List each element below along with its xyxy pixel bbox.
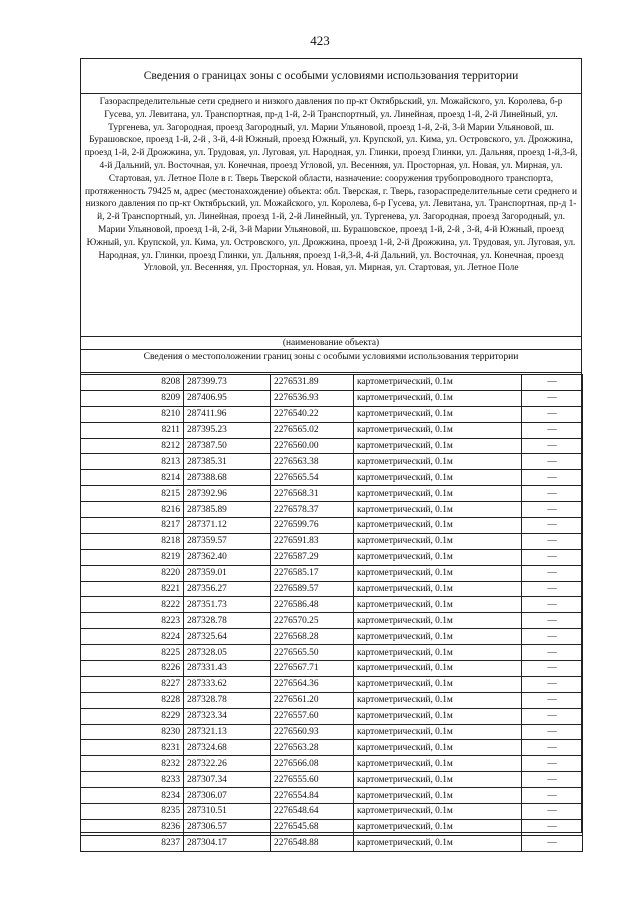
measurement-method: картометрический, 0.1м [354,375,522,391]
coord-y: 2276554.84 [271,788,354,804]
coord-y: 2276565.50 [271,645,354,661]
coord-y: 2276555.60 [271,772,354,788]
point-number: 8223 [81,613,184,629]
coord-x: 287310.51 [184,804,271,820]
note-cell: — [522,406,583,422]
note-cell: — [522,661,583,677]
measurement-method: картометрический, 0.1м [354,724,522,740]
coord-y: 2276567.71 [271,661,354,677]
measurement-method: картометрический, 0.1м [354,422,522,438]
note-cell: — [522,565,583,581]
coord-x: 287333.62 [184,676,271,692]
coord-y: 2276587.29 [271,549,354,565]
note-cell: — [522,772,583,788]
table-row [81,470,583,486]
coord-y: 2276545.68 [271,819,354,835]
note-cell: — [522,692,583,708]
point-number: 8210 [81,406,184,422]
note-cell: — [522,486,583,502]
coord-x: 287392.96 [184,486,271,502]
page-number: 423 [310,33,330,48]
measurement-method: картометрический, 0.1м [354,804,522,820]
table-row [81,629,583,645]
coord-x: 287324.68 [184,740,271,756]
table-row [81,835,583,851]
coord-y: 2276540.22 [271,406,354,422]
point-number: 8232 [81,756,184,772]
coordinates-table [80,374,583,852]
measurement-method: картометрический, 0.1м [354,438,522,454]
document-title: Сведения о границах зоны с особыми условиями использования территории [80,58,582,94]
coord-x: 287325.64 [184,629,271,645]
table-row [81,390,583,406]
measurement-method: картометрический, 0.1м [354,613,522,629]
point-number: 8219 [81,549,184,565]
point-number: 8222 [81,597,184,613]
note-cell: — [522,629,583,645]
note-cell: — [522,835,583,851]
measurement-method: картометрический, 0.1м [354,645,522,661]
measurement-method: картометрический, 0.1м [354,533,522,549]
point-number: 8235 [81,804,184,820]
table-row [81,454,583,470]
note-cell: — [522,645,583,661]
point-number: 8225 [81,645,184,661]
measurement-method: картометрический, 0.1м [354,819,522,835]
measurement-method: картометрический, 0.1м [354,486,522,502]
point-number: 8224 [81,629,184,645]
table-row [81,819,583,835]
point-number: 8228 [81,692,184,708]
object-description: Газораспределительные сети среднего и низкого давления по пр-кт Октябрьский, ул. Можайского, ул. Королева, б-р Гусева, ул. Левитана, ул. Транспортная, пр-д 1-й, 2-й Транспортный, ул. Линейная, проезд 1-й, 2-й Линейный, ул. Тургенева, ул. Загородная, проезд Загородный, ул. Марии Ульяновой, проезд 1-й, 2-й, 3-й Марии Ульяновой, ш. Бурашовское, проезд 1-й, 2-й , 3-й, 4-й Южный, проезд Южный, ул. Крупской, ул. Кима, ул. Островского, ул. Дрожжина, проезд 1-й, 2-й Дрожжина, ул. Трудовая, ул. Луговая, ул. Народная, ул. Глинки, проезд Глинки, ул. Дальняя, проезд 1-й,3-й, 4-й Дальний, ул. Восточная, ул. Конечная, проезд Угловой, ул. Весенняя, ул. Просторная, ул. Новая, ул. Мирная, ул. Стартовая, ул. Летное Поле в г. Тверь Тверской области, назначение: сооружения трубопроводного транспорта, протяженность 79425 м, адрес (местонахождение) объекта: обл. Тверская, г. Тверь, газораспределительные сети среднего и низкого давления по пр-кт Октябрьский, ул. Можайского, ул. Королева, б-р Гусева, ул. Левитана, ул. Транспортная, пр-д 1-й, 2-й Транспортный, ул. Линейная, проезд 1-й, 2-й Линейный, ул. Тургенева, ул. Загородная, проезд Загородный, ул. Марии Ульяновой, проезд 1-й, 2-й, 3-й Марии Ульяновой, ш. Бурашовское, проезд 1-й, 2-й , 3-й, 4-й Южный, проезд Южный, ул. Крупской, ул. Кима, ул. Островского, ул. Дрожжина, проезд 1-й, 2-й Дрожжина, ул. Трудовая, ул. Луговая, ул. Народная, ул. Глинки, проезд Глинки, ул. Дальняя, проезд 1-й,3-й, 4-й Дальний, ул. Восточная, ул. Конечная, проезд Угловой, ул. Весенняя, ул. Просторная, ул. Новая, ул. Мирная, ул. Стартовая, ул. Летное Поле [84,97,578,274]
table-row [81,772,583,788]
note-cell: — [522,676,583,692]
coord-y: 2276560.00 [271,438,354,454]
table-row [81,676,583,692]
table-row [81,756,583,772]
point-number: 8227 [81,676,184,692]
coord-y: 2276563.28 [271,740,354,756]
point-number: 8234 [81,788,184,804]
measurement-method: картометрический, 0.1м [354,581,522,597]
note-cell: — [522,740,583,756]
coord-y: 2276548.64 [271,804,354,820]
point-number: 8216 [81,502,184,518]
coord-y: 2276531.89 [271,375,354,391]
measurement-method: картометрический, 0.1м [354,756,522,772]
note-cell: — [522,724,583,740]
coord-x: 287359.01 [184,565,271,581]
measurement-method: картометрический, 0.1м [354,629,522,645]
note-cell: — [522,597,583,613]
table-row [81,502,583,518]
table-row [81,375,583,391]
coord-x: 287328.78 [184,613,271,629]
table-row [81,661,583,677]
note-cell: — [522,470,583,486]
coord-y: 2276578.37 [271,502,354,518]
table-row [81,645,583,661]
coord-x: 287304.17 [184,835,271,851]
coord-y: 2276565.02 [271,422,354,438]
table-row [81,565,583,581]
note-cell: — [522,788,583,804]
coord-x: 287306.07 [184,788,271,804]
coord-x: 287328.05 [184,645,271,661]
point-number: 8226 [81,661,184,677]
measurement-method: картометрический, 0.1м [354,676,522,692]
point-number: 8237 [81,835,184,851]
coord-x: 287385.89 [184,502,271,518]
table-row [81,804,583,820]
coord-y: 2276568.28 [271,629,354,645]
table-row [81,613,583,629]
measurement-method: картометрический, 0.1м [354,390,522,406]
point-number: 8220 [81,565,184,581]
coord-x: 287321.13 [184,724,271,740]
coord-y: 2276561.20 [271,692,354,708]
note-cell: — [522,708,583,724]
note-cell: — [522,422,583,438]
coord-x: 287406.95 [184,390,271,406]
note-cell: — [522,390,583,406]
table-row [81,597,583,613]
measurement-method: картометрический, 0.1м [354,772,522,788]
coord-y: 2276568.31 [271,486,354,502]
note-cell: — [522,502,583,518]
note-cell: — [522,438,583,454]
coord-y: 2276564.36 [271,676,354,692]
table-row [81,549,583,565]
coord-x: 287399.73 [184,375,271,391]
point-number: 8211 [81,422,184,438]
measurement-method: картометрический, 0.1м [354,470,522,486]
table-row [81,533,583,549]
coord-y: 2276599.76 [271,518,354,534]
coord-x: 287306.57 [184,819,271,835]
measurement-method: картометрический, 0.1м [354,692,522,708]
coord-y: 2276548.88 [271,835,354,851]
coord-x: 287307.34 [184,772,271,788]
measurement-method: картометрический, 0.1м [354,454,522,470]
note-cell: — [522,804,583,820]
coord-y: 2276536.93 [271,390,354,406]
point-number: 8209 [81,390,184,406]
point-number: 8221 [81,581,184,597]
coord-y: 2276557.60 [271,708,354,724]
coord-y: 2276586.48 [271,597,354,613]
coord-x: 287385.31 [184,454,271,470]
coord-y: 2276565.54 [271,470,354,486]
coordinates-table-body [81,375,583,852]
coord-x: 287323.34 [184,708,271,724]
coord-y: 2276589.57 [271,581,354,597]
point-number: 8230 [81,724,184,740]
note-cell: — [522,756,583,772]
coord-x: 287411.96 [184,406,271,422]
measurement-method: картометрический, 0.1м [354,518,522,534]
coord-x: 287362.40 [184,549,271,565]
table-row [81,406,583,422]
point-number: 8217 [81,518,184,534]
measurement-method: картометрический, 0.1м [354,565,522,581]
note-cell: — [522,613,583,629]
coord-x: 287322.26 [184,756,271,772]
table-row [81,438,583,454]
point-number: 8215 [81,486,184,502]
point-number: 8233 [81,772,184,788]
measurement-method: картометрический, 0.1м [354,549,522,565]
note-cell: — [522,375,583,391]
coord-x: 287359.57 [184,533,271,549]
coord-y: 2276566.08 [271,756,354,772]
table-row [81,422,583,438]
measurement-method: картометрический, 0.1м [354,661,522,677]
point-number: 8214 [81,470,184,486]
table-row [81,788,583,804]
coord-x: 287395.23 [184,422,271,438]
coord-x: 287331.43 [184,661,271,677]
table-row [81,740,583,756]
measurement-method: картометрический, 0.1м [354,835,522,851]
measurement-method: картометрический, 0.1м [354,788,522,804]
coord-y: 2276560.93 [271,724,354,740]
measurement-method: картометрический, 0.1м [354,502,522,518]
note-cell: — [522,581,583,597]
table-row [81,581,583,597]
coord-y: 2276570.25 [271,613,354,629]
table-row [81,692,583,708]
note-cell: — [522,533,583,549]
measurement-method: картометрический, 0.1м [354,708,522,724]
coord-x: 287388.68 [184,470,271,486]
note-cell: — [522,518,583,534]
measurement-method: картометрический, 0.1м [354,406,522,422]
coord-y: 2276591.83 [271,533,354,549]
note-cell: — [522,819,583,835]
table-row [81,518,583,534]
object-name-caption: (наименование объекта) [80,336,582,349]
table-row [81,486,583,502]
point-number: 8212 [81,438,184,454]
measurement-method: картометрический, 0.1м [354,597,522,613]
table-row [81,724,583,740]
note-cell: — [522,454,583,470]
point-number: 8213 [81,454,184,470]
point-number: 8236 [81,819,184,835]
coord-x: 287328.78 [184,692,271,708]
point-number: 8231 [81,740,184,756]
point-number: 8218 [81,533,184,549]
coord-x: 287351.73 [184,597,271,613]
point-number: 8229 [81,708,184,724]
measurement-method: картометрический, 0.1м [354,740,522,756]
coord-y: 2276585.17 [271,565,354,581]
coord-x: 287387.50 [184,438,271,454]
note-cell: — [522,549,583,565]
coord-x: 287371.12 [184,518,271,534]
point-number: 8208 [81,375,184,391]
table-row [81,708,583,724]
section-title: Сведения о местоположении границ зоны с особыми условиями использования территории [80,349,582,373]
coord-y: 2276563.38 [271,454,354,470]
coord-x: 287356.27 [184,581,271,597]
